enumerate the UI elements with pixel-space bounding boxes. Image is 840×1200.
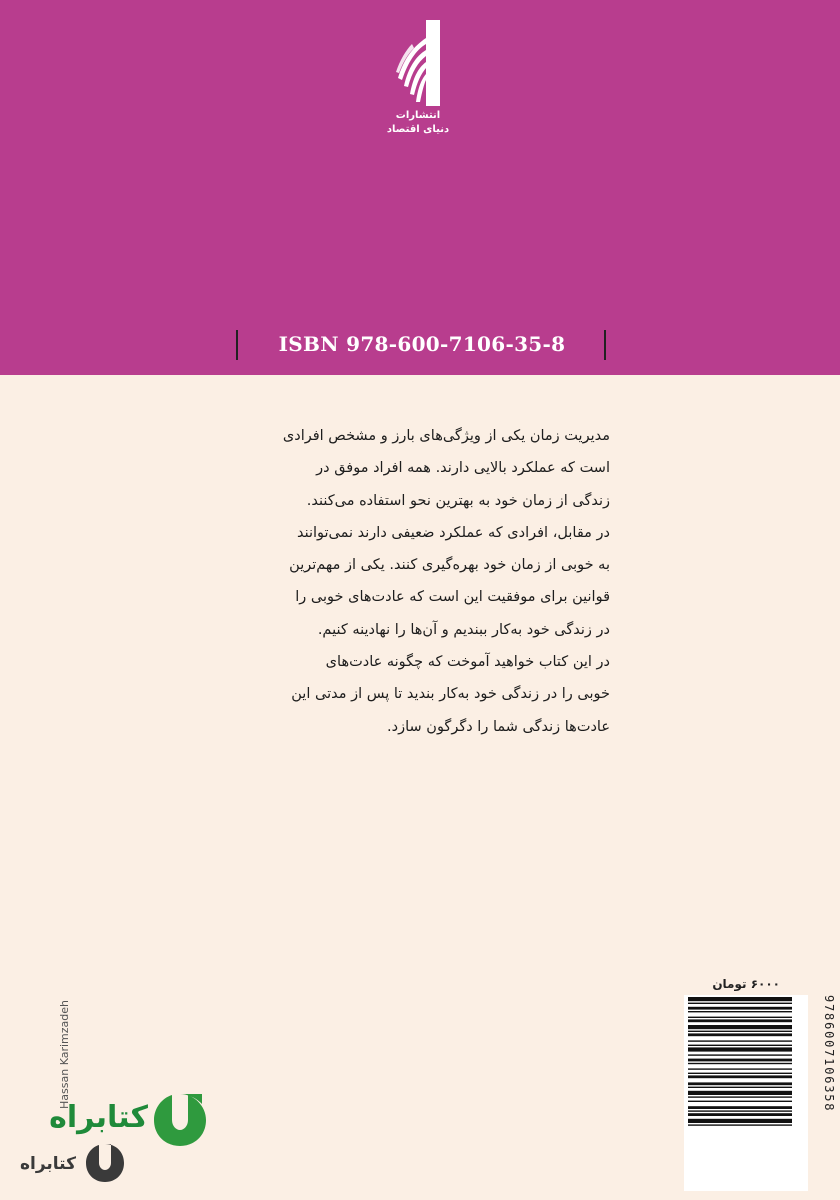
barcode-bar <box>688 1119 792 1123</box>
barcode-bar <box>688 1124 792 1125</box>
barcode-bar <box>688 1040 792 1041</box>
barcode-bar <box>688 1101 792 1102</box>
isbn-right-bar <box>604 330 606 360</box>
barcode-bar <box>688 1082 792 1085</box>
blurb-line: قوانین برای موفقیت این است که عادت‌های خوبی را <box>295 589 610 606</box>
back-cover-blurb <box>232 420 610 743</box>
blurb-line: عادت‌ها زندگی شما را دگرگون سازد. <box>387 718 610 735</box>
blurb-line: زندگی از زمان خود به بهترین نحو استفاده می‌کنند. <box>306 492 610 509</box>
ketabrah-logo-icon <box>150 1090 210 1150</box>
barcode-bar <box>688 1073 792 1074</box>
book-pages-logo-icon <box>388 18 448 108</box>
barcode-bar <box>688 1075 792 1078</box>
ketabrah-small-logo-icon <box>84 1140 126 1184</box>
barcode-bar <box>688 1003 792 1004</box>
barcode-bar <box>688 1025 792 1029</box>
barcode <box>684 995 808 1191</box>
barcode-bar <box>688 1068 792 1069</box>
price-label: ۶۰۰۰ تومان <box>712 977 780 991</box>
publisher-name-line1: انتشارات <box>395 110 441 121</box>
cover-top-band <box>0 0 840 375</box>
barcode-bar <box>688 1113 792 1116</box>
barcode-bar <box>688 1045 792 1046</box>
barcode-bars <box>684 995 796 1191</box>
ketabrah-watermark-small: کتابراه <box>19 1154 76 1174</box>
barcode-digits: 9786007106358 <box>822 995 836 1113</box>
blurb-line: به خوبی از زمان خود بهره‌گیری کنند. یکی از مهم‌ترین <box>289 557 610 574</box>
publisher-name-line2: دنیای اقتصاد <box>386 124 450 135</box>
barcode-bar <box>688 1059 792 1062</box>
barcode-bar <box>688 1011 792 1012</box>
barcode-bar <box>688 1033 792 1036</box>
barcode-bar <box>688 1096 792 1097</box>
blurb-line: است که عملکرد بالایی دارند. همه افراد موفق در <box>316 460 610 477</box>
blurb-line: مدیریت زمان یکی از ویژگی‌های بارز و مشخص افرادی <box>282 428 610 444</box>
barcode-bar <box>688 1017 792 1018</box>
barcode-bar <box>688 1007 792 1010</box>
barcode-bar <box>688 1019 792 1022</box>
ketabrah-watermark-large: کتابراه <box>49 1100 148 1135</box>
barcode-bar <box>688 1047 792 1051</box>
barcode-bar <box>688 997 792 1001</box>
barcode-bar <box>688 1106 792 1109</box>
barcode-bar <box>688 1063 792 1064</box>
barcode-bar <box>688 1054 792 1055</box>
barcode-bar <box>688 1110 792 1111</box>
blurb-line: در مقابل، افرادی که عملکرد ضعیفی دارند نمی‌توانند <box>296 524 610 541</box>
publisher-logo <box>388 18 448 138</box>
barcode-bar <box>688 1091 792 1095</box>
blurb-line: در زندگی خود به‌کار ببندیم و آن‌ها را نهادینه کنیم. <box>317 621 610 638</box>
blurb-line: خوبی را در زندگی خود به‌کار بندید تا پس از مدتی این <box>291 686 610 703</box>
designer-credit-text: Hassan Karimzadeh <box>58 1000 71 1109</box>
barcode-bar <box>688 1087 792 1088</box>
barcode-bar <box>688 1031 792 1032</box>
blurb-line: در این کتاب خواهید آموخت که چگونه عادت‌های <box>325 654 610 671</box>
isbn-left-bar <box>236 330 238 360</box>
isbn-number: ISBN 978-600-7106-35-8 <box>278 332 566 356</box>
